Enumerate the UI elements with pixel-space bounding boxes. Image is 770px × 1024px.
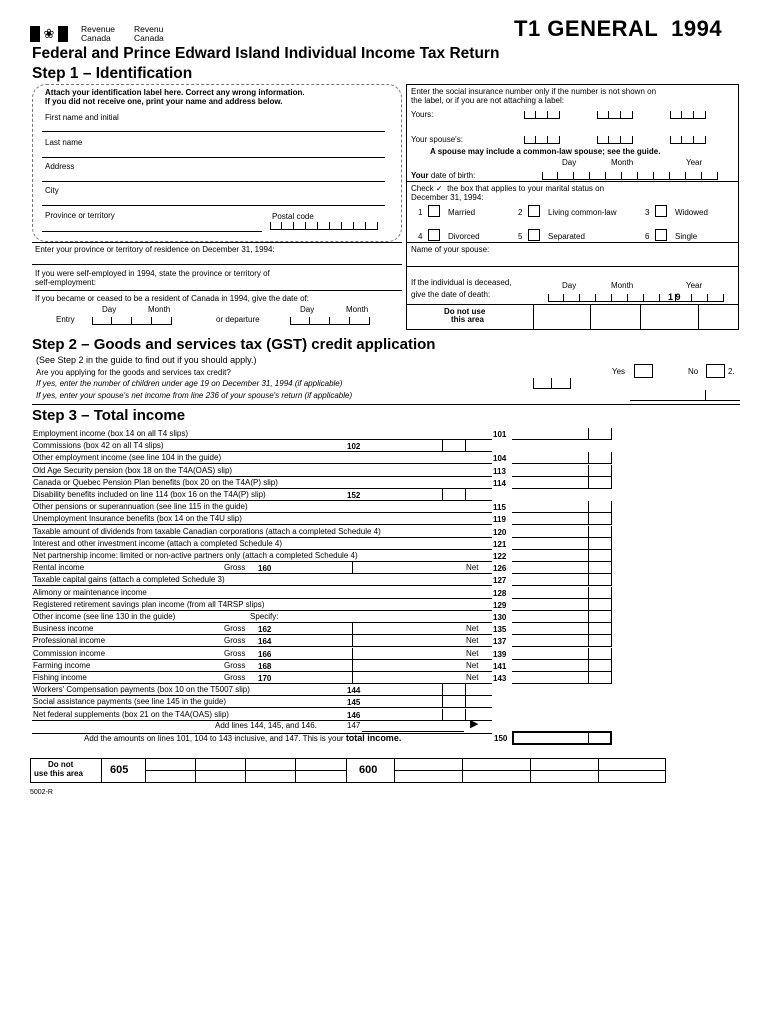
gross-amount-field[interactable] <box>275 635 353 647</box>
cents-divider <box>588 611 589 623</box>
spouse-sin-field-1[interactable] <box>524 136 560 144</box>
amount-field-129[interactable] <box>512 599 612 611</box>
gst-children-label: If yes, enter the number of children under age 19 on December 31, 1994 (if applicable) <box>36 379 343 388</box>
form-title: T1 GENERAL 1994 <box>514 16 723 41</box>
form-number: 5002-R <box>30 789 53 796</box>
income-line-120 <box>32 526 492 538</box>
amount-field-135[interactable] <box>512 623 612 635</box>
step2-title: Step 2 – Goods and services tax (GST) credit application <box>32 336 436 353</box>
cents-divider <box>588 672 589 684</box>
line-150-code: 150 <box>494 734 508 743</box>
departure-month-label: Month <box>346 305 369 314</box>
gross-amount-field[interactable] <box>275 672 353 684</box>
income-line-label: Disability benefits included on line 114 (box 16 on the T4A(P) slip) <box>33 490 266 499</box>
gross-amount-field[interactable] <box>275 562 353 574</box>
amount-field-101[interactable] <box>512 428 612 440</box>
cents-divider <box>588 574 589 586</box>
line-code: 120 <box>493 528 507 537</box>
net-label: Net <box>466 563 479 572</box>
self-employment-label-1: If you were self-employed in 1994, state the province or territory of <box>35 269 270 278</box>
amount-field-143[interactable] <box>512 672 612 684</box>
city-label: City <box>45 186 59 195</box>
income-line-label: Other income (see line 130 in the guide) <box>33 612 176 621</box>
income-line-label: Canada or Quebec Pension Plan benefits (box 20 on the T4A(P) slip) <box>33 478 278 487</box>
line-code: 127 <box>493 576 507 585</box>
income-line-label: Net partnership income: limited or non-active partners only (attach a completed Schedule 4) <box>33 551 358 560</box>
last-name-label: Last name <box>45 138 83 147</box>
income-line-113 <box>32 465 492 477</box>
income-line-label: Employment income (box 14 on all T4 slips) <box>33 429 189 438</box>
income-line-104 <box>32 452 492 464</box>
line-code: 135 <box>493 625 507 634</box>
dob-month-label: Month <box>611 158 634 167</box>
gst-spouse-income-label: If yes, enter your spouse's net income from line 236 of your spouse's return (if applicable) <box>36 391 353 400</box>
marital-num-6: 6 <box>645 232 650 241</box>
income-line-label: Interest and other investment income (attach a completed Schedule 4) <box>33 539 283 548</box>
cents-divider <box>442 684 443 696</box>
check-word: Check <box>411 184 434 193</box>
gross-code: 168 <box>258 662 272 671</box>
line-147-code: 147 <box>347 721 361 730</box>
gross-label: Gross <box>224 673 246 682</box>
income-line-label: Rental income <box>33 563 85 572</box>
gross-code: 162 <box>258 625 272 634</box>
death-year-label: Year <box>686 281 703 290</box>
married-label: Married <box>448 208 476 217</box>
amount-field-115[interactable] <box>512 501 612 513</box>
spouse-sin-field-2[interactable] <box>597 136 633 144</box>
single-checkbox[interactable] <box>655 229 667 241</box>
line-code: 126 <box>493 564 507 573</box>
cents-divider <box>588 660 589 672</box>
line-code: 114 <box>493 479 506 488</box>
line-code: 102 <box>347 442 361 451</box>
departure-date-field[interactable] <box>290 317 370 325</box>
checkmark-icon: ✓ <box>435 184 443 193</box>
line-code: 128 <box>493 589 507 598</box>
income-line-label: Other employment income (see line 104 in the guide) <box>33 453 222 462</box>
cents-divider <box>588 465 589 477</box>
dnu-label-2: use this area <box>34 769 83 778</box>
gst-note: (See Step 2 in the guide to find out if you should apply.) <box>36 355 257 365</box>
amount-field-114[interactable] <box>512 477 612 489</box>
income-line-label: Business income <box>33 624 94 633</box>
code-600: 600 <box>359 764 378 776</box>
death-day-label: Day <box>562 281 577 290</box>
gross-label: Gross <box>224 661 246 670</box>
marital-num-2: 2 <box>518 208 523 217</box>
gst-yes-label: Yes <box>612 367 626 376</box>
sin-note-1: Enter the social insurance number only if the number is not shown on <box>411 87 657 96</box>
line-code: 130 <box>493 613 507 622</box>
income-line-121 <box>32 538 492 550</box>
check-text: the box that applies to your marital status on <box>447 184 605 193</box>
canada-flag-logo: ❀ <box>30 26 68 42</box>
widowed-label: Widowed <box>675 208 708 217</box>
net-label: Net <box>466 661 479 670</box>
cents-divider <box>588 526 589 538</box>
married-checkbox[interactable] <box>428 205 440 217</box>
first-name-field[interactable] <box>42 131 385 132</box>
separated-checkbox[interactable] <box>528 229 540 241</box>
gst-spouse-income-field[interactable] <box>630 400 740 401</box>
income-line-label: Farming income <box>33 661 91 670</box>
line-code: 137 <box>493 637 507 646</box>
gross-amount-field[interactable] <box>275 623 353 635</box>
cents-divider <box>588 623 589 635</box>
line-code: 152 <box>347 491 361 500</box>
gst-no-number: 2. <box>728 367 735 376</box>
income-line-label: Workers' Compensation payments (box 10 on the T5007 slip) <box>33 685 250 694</box>
cents-divider <box>588 550 589 562</box>
total-income-bold: total income. <box>345 733 402 743</box>
line-code: 121 <box>493 540 507 549</box>
death-year-prefix: 1 9 <box>668 292 681 302</box>
your-sin-field-3[interactable] <box>670 111 706 119</box>
death-month-label: Month <box>611 281 634 290</box>
amount-field-144[interactable] <box>366 684 466 696</box>
amount-field-119[interactable] <box>512 513 612 525</box>
specify-label: Specify: <box>250 612 279 621</box>
income-line-127 <box>32 574 492 586</box>
gross-code: 164 <box>258 637 272 646</box>
amount-field-121[interactable] <box>512 538 612 550</box>
income-line-label: Taxable capital gains (attach a completed Schedule 3) <box>33 575 225 584</box>
line-code: 129 <box>493 601 507 610</box>
line-code: 104 <box>493 454 507 463</box>
amount-field-146[interactable] <box>366 709 466 721</box>
line-code: 145 <box>347 698 361 707</box>
return-title: Federal and Prince Edward Island Individual Income Tax Return <box>32 45 500 62</box>
cents-divider <box>588 513 589 525</box>
dob-label-text: date of birth: <box>428 171 476 180</box>
step1-title: Step 1 – Identification <box>32 65 193 82</box>
first-name-label: First name and initial <box>45 113 119 122</box>
income-line-129 <box>32 599 492 611</box>
line-code: 143 <box>493 674 507 683</box>
line-code: 122 <box>493 552 507 561</box>
cents-divider <box>588 538 589 550</box>
label-note-2: If you did not receive one, print your name and address below. <box>45 97 283 106</box>
amount-field-139[interactable] <box>512 648 612 660</box>
amount-field-126[interactable] <box>512 562 612 574</box>
cents-divider <box>588 648 589 660</box>
gst-question: Are you applying for the goods and services tax credit? <box>36 368 231 377</box>
amount-field-104[interactable] <box>512 452 612 464</box>
entry-label: Entry <box>56 315 75 324</box>
entry-month-label: Month <box>148 305 171 314</box>
widowed-checkbox[interactable] <box>655 205 667 217</box>
dob-year-label: Year <box>686 158 703 167</box>
province-label: Province or territory <box>45 211 115 220</box>
amount-field-141[interactable] <box>512 660 612 672</box>
line-code: 139 <box>493 650 507 659</box>
common-law-checkbox[interactable] <box>528 205 540 217</box>
gross-code: 160 <box>258 564 272 573</box>
income-line-label: Taxable amount of dividends from taxable Canadian corporations (attach a completed Schedule 4) <box>33 527 381 536</box>
city-field[interactable] <box>42 205 385 206</box>
income-line-119 <box>32 513 492 525</box>
address-field[interactable] <box>42 181 385 182</box>
marital-num-5: 5 <box>518 232 523 241</box>
gross-amount-field[interactable] <box>275 660 353 672</box>
single-label: Single <box>675 232 698 241</box>
line-code: 113 <box>493 467 506 476</box>
line-code: 101 <box>493 430 507 439</box>
dob-field[interactable] <box>542 172 718 180</box>
entry-day-label: Day <box>102 305 117 314</box>
cents-divider <box>588 452 589 464</box>
sin-note-2: the label, or if you are not attaching a label: <box>411 96 564 105</box>
cents-divider <box>588 477 589 489</box>
marital-num-1: 1 <box>418 208 423 217</box>
income-line-115 <box>32 501 492 513</box>
income-line-114 <box>32 477 492 489</box>
self-employment-label-2: self-employment: <box>35 278 96 287</box>
spouse-sin-field-3[interactable] <box>670 136 706 144</box>
cents-divider <box>442 489 443 501</box>
gross-label: Gross <box>224 624 246 633</box>
net-label: Net <box>466 649 479 658</box>
do-not-use-2: this area <box>451 315 484 324</box>
spouse-sin-label: Your spouse's: <box>411 135 463 144</box>
net-label: Net <box>466 636 479 645</box>
deceased-label-2: give the date of death: <box>411 290 491 299</box>
label-note-1: Attach your identification label here. Correct any wrong information. <box>45 88 305 97</box>
amount-field-152[interactable] <box>366 489 466 501</box>
income-line-label: Fishing income <box>33 673 87 682</box>
address-label: Address <box>45 162 75 171</box>
cents-divider <box>588 599 589 611</box>
deceased-label-1: If the individual is deceased, <box>411 278 512 287</box>
amount-field-127[interactable] <box>512 574 612 586</box>
agency-en-line1: Revenue <box>81 24 116 34</box>
gross-label: Gross <box>224 636 246 645</box>
marital-check-label-2: December 31, 1994: <box>411 193 484 202</box>
add-lines-label: Add lines 144, 145, and 146. <box>215 721 317 730</box>
income-line-101 <box>32 428 492 440</box>
dob-label-bold: Your <box>411 171 429 180</box>
your-sin-field-1[interactable] <box>524 111 560 119</box>
gross-amount-field[interactable] <box>275 648 353 660</box>
marital-num-4: 4 <box>418 232 423 241</box>
amount-field-130[interactable] <box>512 611 612 623</box>
your-sin-field-2[interactable] <box>597 111 633 119</box>
departure-label: or departure <box>216 315 260 324</box>
amount-field-113[interactable] <box>512 465 612 477</box>
gst-no-checkbox[interactable] <box>706 364 725 378</box>
line-code: 115 <box>493 503 506 512</box>
amount-field-128[interactable] <box>512 587 612 599</box>
amount-field-145[interactable] <box>366 696 466 708</box>
cents-divider <box>442 709 443 721</box>
income-line-label: Old Age Security pension (box 18 on the T4A(OAS) slip) <box>33 466 233 475</box>
cents-divider <box>588 635 589 647</box>
code-605: 605 <box>110 764 129 776</box>
divorced-checkbox[interactable] <box>428 229 440 241</box>
spouse-name-label: Name of your spouse: <box>411 245 490 254</box>
income-line-label: Commissions (box 42 on all T4 slips) <box>33 441 164 450</box>
separated-label: Separated <box>548 232 585 241</box>
net-label: Net <box>466 673 479 682</box>
cents-divider <box>588 587 589 599</box>
cents-divider <box>442 440 443 452</box>
cents-divider <box>588 501 589 513</box>
total-income-label <box>84 733 401 744</box>
income-line-label: Net federal supplements (box 21 on the T4A(OAS) slip) <box>33 710 229 719</box>
income-line-122 <box>32 550 492 562</box>
gross-label: Gross <box>224 649 246 658</box>
income-line-label: Professional income <box>33 636 106 645</box>
gross-label: Gross <box>224 563 246 572</box>
income-line-128 <box>32 587 492 599</box>
line-147-field[interactable] <box>362 731 464 732</box>
gst-children-field[interactable] <box>533 378 571 389</box>
net-label: Net <box>466 624 479 633</box>
agency-name-en <box>81 25 115 43</box>
step3-title: Step 3 – Total income <box>32 407 186 424</box>
dob-day-label: Day <box>562 158 577 167</box>
agency-en-line2: Canada <box>81 33 111 43</box>
agency-fr-line1: Revenu <box>134 24 164 34</box>
agency-name-fr <box>134 25 164 43</box>
cents-divider <box>588 428 589 440</box>
amount-field-137[interactable] <box>512 635 612 647</box>
line-code: 119 <box>493 515 506 524</box>
gst-yes-checkbox[interactable] <box>634 364 653 378</box>
agency-fr-line2: Canada <box>134 33 164 43</box>
cents-divider <box>442 696 443 708</box>
last-name-field[interactable] <box>42 157 385 158</box>
residency-change-label: If you became or ceased to be a resident of Canada in 1994, give the date of: <box>35 294 309 303</box>
income-line-label: Registered retirement savings plan income (from all T4RSP slips) <box>33 600 265 609</box>
line-code: 141 <box>493 662 507 671</box>
income-line-label: Other pensions or superannuation (see line 115 in the guide) <box>33 502 248 511</box>
gst-no-label: No <box>688 367 699 376</box>
departure-day-label: Day <box>300 305 315 314</box>
gross-code: 166 <box>258 650 272 659</box>
divorced-label: Divorced <box>448 232 480 241</box>
common-law-label: Living common-law <box>548 208 617 217</box>
cents-divider <box>588 562 589 574</box>
dob-label <box>411 171 475 181</box>
gross-code: 170 <box>258 674 272 683</box>
postal-code-label: Postal code <box>272 212 314 221</box>
amount-field-102[interactable] <box>366 440 466 452</box>
line-code: 146 <box>347 711 361 720</box>
income-line-label: Social assistance payments (see line 145 in the guide) <box>33 697 226 706</box>
line-code: 144 <box>347 686 361 695</box>
residence-label: Enter your province or territory of residence on December 31, 1994: <box>35 245 275 254</box>
total-income-field[interactable] <box>512 731 612 745</box>
income-line-label: Unemployment Insurance benefits (box 14 on the T4U slip) <box>33 514 242 523</box>
your-sin-label: Yours: <box>411 110 434 119</box>
death-date-field[interactable] <box>548 294 724 302</box>
province-field[interactable] <box>42 231 262 232</box>
income-line-label: Commission income <box>33 649 106 658</box>
postal-code-field[interactable] <box>270 222 378 230</box>
do-not-use-1: Do not use <box>444 307 486 316</box>
spouse-note: A spouse may include a common-law spouse; see the guide. <box>430 147 661 156</box>
arrow-right-icon: ▶ <box>470 718 479 730</box>
entry-date-field[interactable] <box>92 317 172 325</box>
income-line-label: Alimony or maintenance income <box>33 588 147 597</box>
amount-field-120[interactable] <box>512 526 612 538</box>
amount-field-122[interactable] <box>512 550 612 562</box>
dnu-label-1: Do not <box>48 760 74 769</box>
marital-num-3: 3 <box>645 208 650 217</box>
total-income-text: Add the amounts on lines 101, 104 to 143 inclusive, and 147. This is your <box>84 734 344 743</box>
